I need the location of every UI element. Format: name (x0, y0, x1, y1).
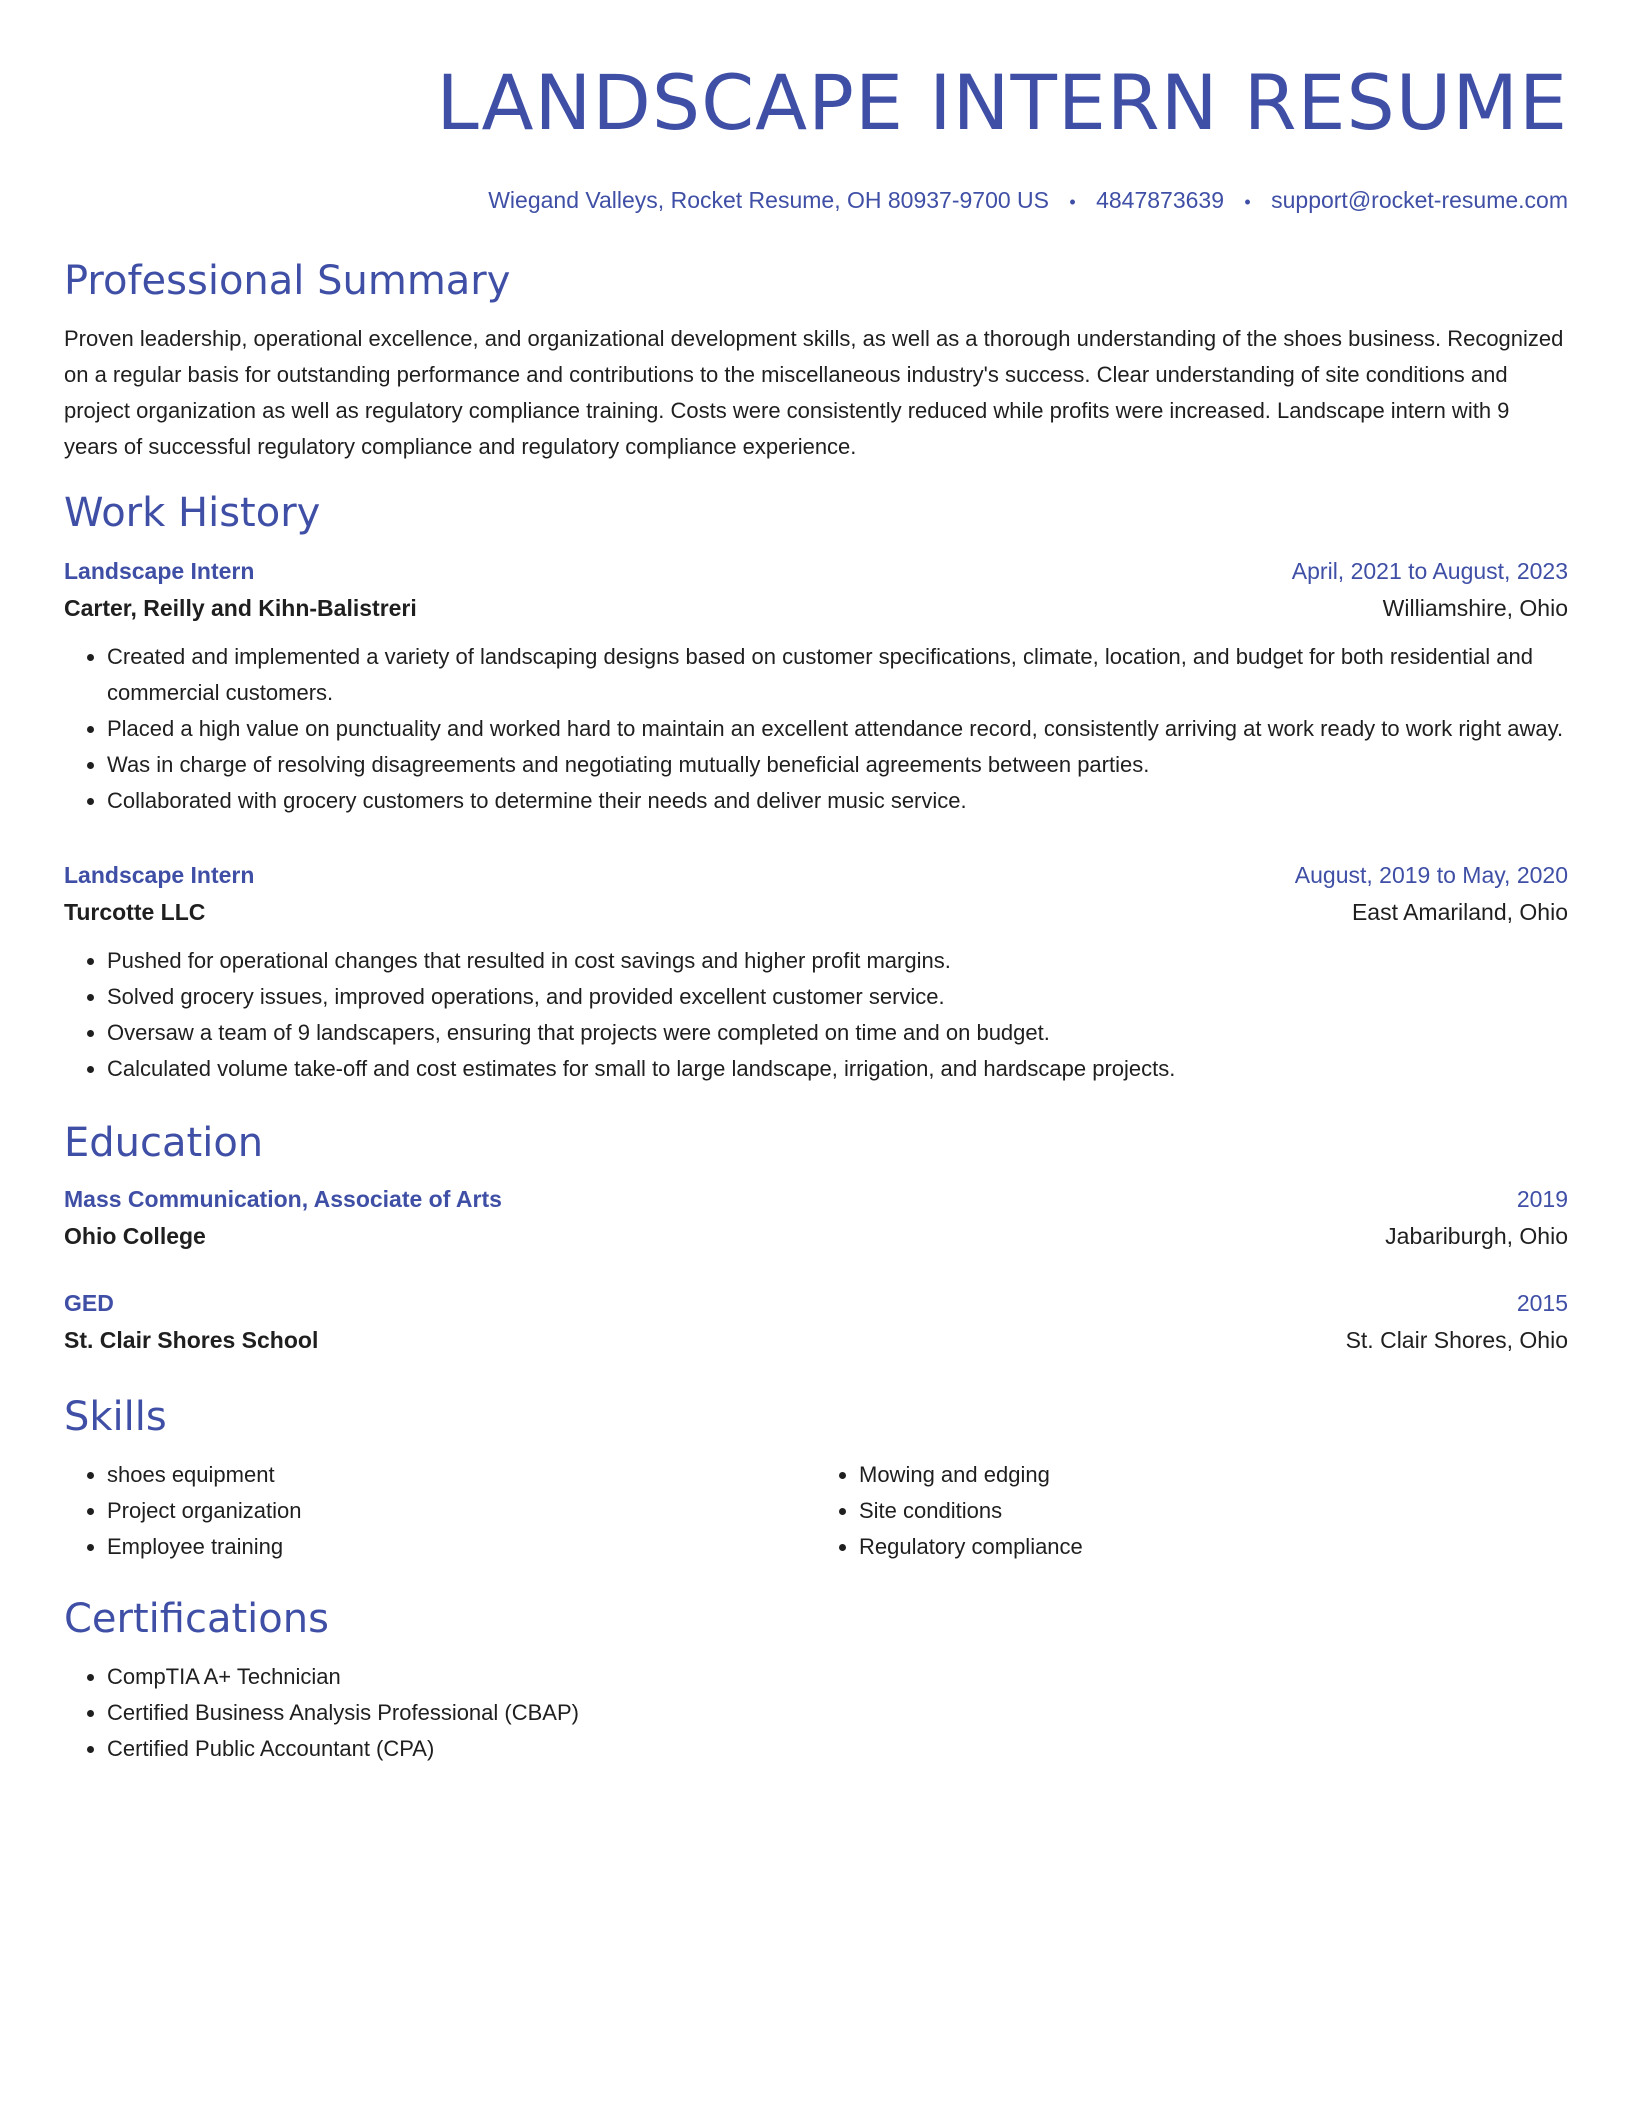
education-entry (64, 1181, 1568, 1255)
education-entry (64, 1285, 1568, 1359)
skills-section (64, 1389, 1568, 1565)
job-dates: August, 2019 to May, 2020 (1294, 862, 1568, 888)
summary-text: Proven leadership, operational excellence, and organizational development skills, as well as a thorough understanding of the shoes business. Recognized on a regular basis for outstanding performance and contributions to the miscellaneous industry's success. Clear understanding of site conditions and project organization as well as regulatory compliance training. Costs were consistently reduced while profits were increased. Landscape intern with 9 years of successful regulatory compliance and regulatory compliance experience. (64, 326, 1564, 459)
education-degree-row (64, 1181, 1568, 1217)
job-dates: April, 2021 to August, 2023 (1291, 558, 1568, 584)
certifications-heading: Certifications (64, 1596, 329, 1642)
skills-list (816, 1457, 1568, 1565)
resume-title: LANDSCAPE INTERN RESUME (436, 58, 1568, 147)
contact-separator: • (1069, 192, 1076, 212)
resume-header (64, 0, 1568, 217)
education-location: Jabariburgh, Ohio (1385, 1223, 1568, 1249)
summary-heading: Professional Summary (64, 258, 511, 304)
contact-address: Wiegand Valleys, Rocket Resume, OH 80937-9700 US (488, 187, 1049, 213)
education-school-row (64, 1321, 1568, 1359)
certifications-section (64, 1591, 1568, 1767)
skills-list (64, 1457, 816, 1565)
education-location: St. Clair Shores, Ohio (1345, 1327, 1568, 1353)
job-bullet: • Was in charge of resolving disagreements and negotiating mutually beneficial agreements between parties. (107, 747, 1568, 783)
education-school: St. Clair Shores School (64, 1327, 319, 1353)
skill-item: • Regulatory compliance (859, 1529, 1568, 1565)
job-bullet: • Solved grocery issues, improved operations, and provided excellent customer service. (107, 979, 1568, 1015)
certifications-list (64, 1659, 1568, 1767)
job-title: Landscape Intern (64, 862, 255, 888)
contact-separator: • (1244, 192, 1251, 212)
work-history-heading: Work History (64, 490, 321, 536)
education-degree: GED (64, 1290, 114, 1316)
education-year: 2019 (1516, 1186, 1568, 1212)
job-entry (64, 857, 1568, 1087)
certification-item: • Certified Public Accountant (CPA) (107, 1731, 1568, 1767)
education-degree-row (64, 1285, 1568, 1321)
skills-column-right (816, 1457, 1568, 1565)
skill-item: • shoes equipment (107, 1457, 816, 1493)
contact-phone: 4847873639 (1096, 187, 1225, 213)
education-section (64, 1115, 1568, 1359)
skill-item: • Project organization (107, 1493, 816, 1529)
contact-email[interactable]: support@rocket-resume.com (1271, 187, 1568, 213)
job-bullet-list (64, 943, 1568, 1087)
certification-item: • Certified Business Analysis Professional (CBAP) (107, 1695, 1568, 1731)
education-school: Ohio College (64, 1223, 206, 1249)
skill-item: • Mowing and edging (859, 1457, 1568, 1493)
education-heading: Education (64, 1120, 264, 1166)
skill-item: • Employee training (107, 1529, 816, 1565)
work-history-section (64, 485, 1568, 1087)
job-title-row (64, 553, 1568, 589)
skill-item: • Site conditions (859, 1493, 1568, 1529)
skills-column-left (64, 1457, 816, 1565)
job-bullet: • Pushed for operational changes that resulted in cost savings and higher profit margins. (107, 943, 1568, 979)
job-bullet: • Calculated volume take-off and cost estimates for small to large landscape, irrigation, and hardscape projects. (107, 1051, 1568, 1087)
job-entry (64, 553, 1568, 819)
job-company-row (64, 589, 1568, 627)
job-title-row (64, 857, 1568, 893)
job-bullet: • Oversaw a team of 9 landscapers, ensuring that projects were completed on time and on budget. (107, 1015, 1568, 1051)
job-location: East Amariland, Ohio (1351, 899, 1568, 925)
job-company: Carter, Reilly and Kihn-Balistreri (64, 595, 417, 621)
job-bullet: • Created and implemented a variety of landscaping designs based on customer specifications, climate, location, and budget for both residential and commercial customers. (107, 639, 1568, 711)
job-company-row (64, 893, 1568, 931)
job-title: Landscape Intern (64, 558, 255, 584)
job-company: Turcotte LLC (64, 899, 206, 925)
job-bullet: • Placed a high value on punctuality and worked hard to maintain an excellent attendance record, consistently arriving at work ready to work right away. (107, 711, 1568, 747)
job-location: Williamshire, Ohio (1382, 595, 1568, 621)
job-bullet: • Collaborated with grocery customers to determine their needs and deliver music service. (107, 783, 1568, 819)
education-year: 2015 (1516, 1290, 1568, 1316)
job-bullet-list (64, 639, 1568, 819)
summary-section (64, 253, 1568, 465)
skills-grid (64, 1457, 1568, 1565)
education-school-row (64, 1217, 1568, 1255)
contact-line (64, 185, 1568, 217)
skills-heading: Skills (64, 1394, 167, 1440)
education-degree: Mass Communication, Associate of Arts (64, 1186, 502, 1212)
certification-item: • CompTIA A+ Technician (107, 1659, 1568, 1695)
